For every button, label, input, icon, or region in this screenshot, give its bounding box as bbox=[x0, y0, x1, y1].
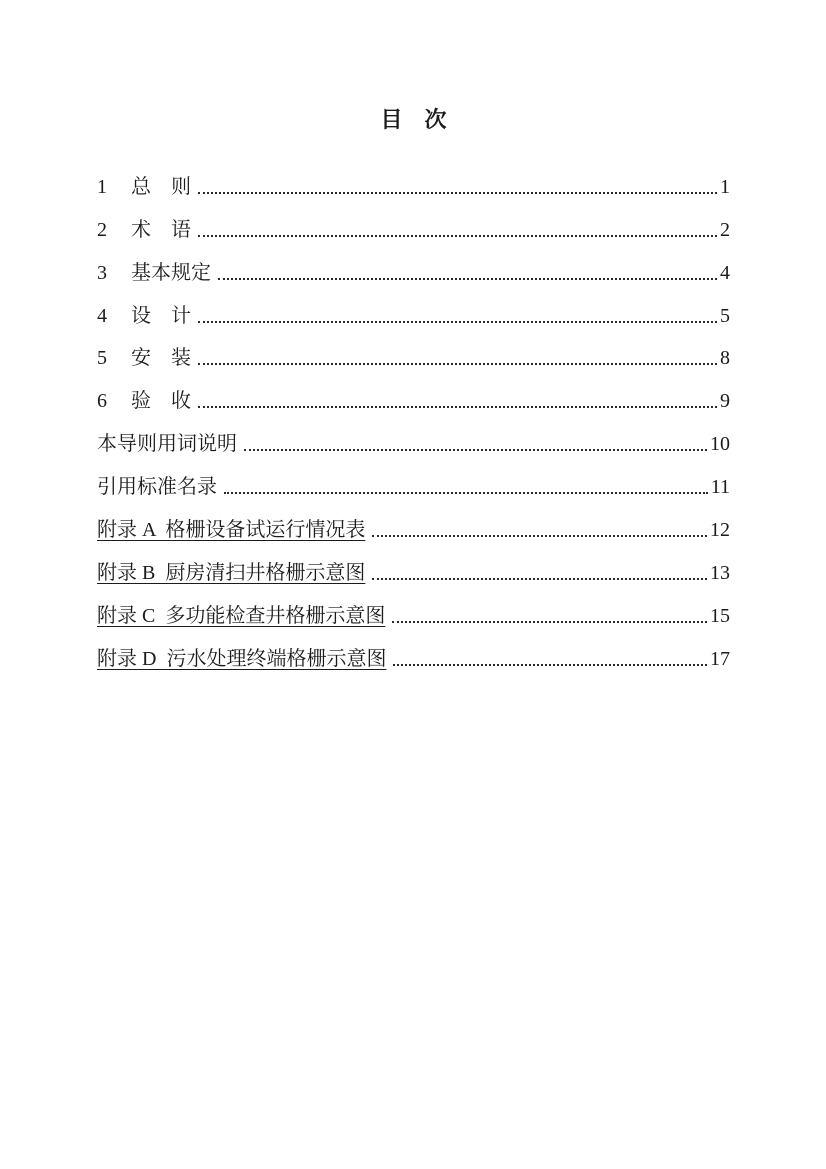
dot-leader-icon bbox=[224, 492, 708, 494]
toc-entry-title[interactable]: 安 装 bbox=[131, 347, 191, 370]
toc-entry-number: 5 bbox=[97, 347, 107, 370]
toc-entry-title[interactable]: 本导则用词说明 bbox=[97, 433, 237, 456]
toc-entry-title[interactable]: 附录 C 多功能检查井格栅示意图 bbox=[97, 604, 386, 627]
toc-entry[interactable] bbox=[97, 155, 730, 198]
toc-entry-page-number: 5 bbox=[720, 304, 730, 327]
toc-entry-title[interactable]: 附录 A 格栅设备试运行情况表 bbox=[97, 519, 366, 542]
toc-entry[interactable] bbox=[97, 541, 730, 584]
dot-leader-icon bbox=[372, 535, 707, 537]
toc-entry-page-number: 10 bbox=[710, 433, 730, 456]
dot-leader-icon bbox=[198, 321, 717, 323]
toc-entry-page-number: 17 bbox=[710, 647, 730, 670]
toc-entry[interactable] bbox=[97, 284, 730, 327]
table-of-contents bbox=[97, 155, 730, 670]
toc-entry-page-number: 13 bbox=[710, 561, 730, 584]
toc-entry-number: 1 bbox=[97, 175, 107, 198]
page-title: 目 次 bbox=[380, 107, 447, 132]
toc-entry-title[interactable]: 引用标准名录 bbox=[97, 476, 217, 499]
toc-entry-page-number: 15 bbox=[710, 604, 730, 627]
toc-entry-page-number: 2 bbox=[720, 218, 730, 241]
toc-entry-page-number: 9 bbox=[720, 390, 730, 413]
toc-entry-page-number: 11 bbox=[710, 476, 730, 499]
toc-entry-title[interactable]: 总 则 bbox=[131, 175, 191, 198]
toc-entry[interactable] bbox=[97, 198, 730, 241]
toc-entry[interactable] bbox=[97, 498, 730, 541]
dot-leader-icon bbox=[198, 235, 717, 237]
dot-leader-icon bbox=[218, 278, 717, 280]
dot-leader-icon bbox=[392, 621, 707, 623]
toc-entry-page-number: 12 bbox=[710, 519, 730, 542]
dot-leader-icon bbox=[372, 578, 707, 580]
toc-entry-page-number: 4 bbox=[720, 261, 730, 284]
toc-entry[interactable] bbox=[97, 627, 730, 670]
toc-entry-title[interactable]: 验 收 bbox=[131, 390, 191, 413]
toc-entry-number: 3 bbox=[97, 261, 107, 284]
toc-entry-title[interactable]: 基本规定 bbox=[131, 261, 211, 284]
toc-entry-title[interactable]: 附录 B 厨房清扫井格栅示意图 bbox=[97, 561, 366, 584]
toc-entry-title[interactable]: 附录 D 污水处理终端格栅示意图 bbox=[97, 647, 387, 670]
toc-entry[interactable] bbox=[97, 412, 730, 455]
toc-entry[interactable] bbox=[97, 455, 730, 498]
toc-entry-number: 6 bbox=[97, 390, 107, 413]
toc-entry[interactable] bbox=[97, 327, 730, 370]
dot-leader-icon bbox=[393, 664, 707, 666]
toc-entry-title[interactable]: 设 计 bbox=[131, 304, 191, 327]
dot-leader-icon bbox=[198, 363, 717, 365]
toc-entry-number: 2 bbox=[97, 218, 107, 241]
toc-entry[interactable] bbox=[97, 584, 730, 627]
toc-entry-page-number: 8 bbox=[720, 347, 730, 370]
toc-entry-page-number: 1 bbox=[720, 175, 730, 198]
toc-entry-number: 4 bbox=[97, 304, 107, 327]
toc-entry[interactable] bbox=[97, 241, 730, 284]
dot-leader-icon bbox=[198, 192, 717, 194]
dot-leader-icon bbox=[198, 406, 717, 408]
toc-entry-title[interactable]: 术 语 bbox=[131, 218, 191, 241]
toc-entry[interactable] bbox=[97, 369, 730, 412]
dot-leader-icon bbox=[244, 449, 707, 451]
